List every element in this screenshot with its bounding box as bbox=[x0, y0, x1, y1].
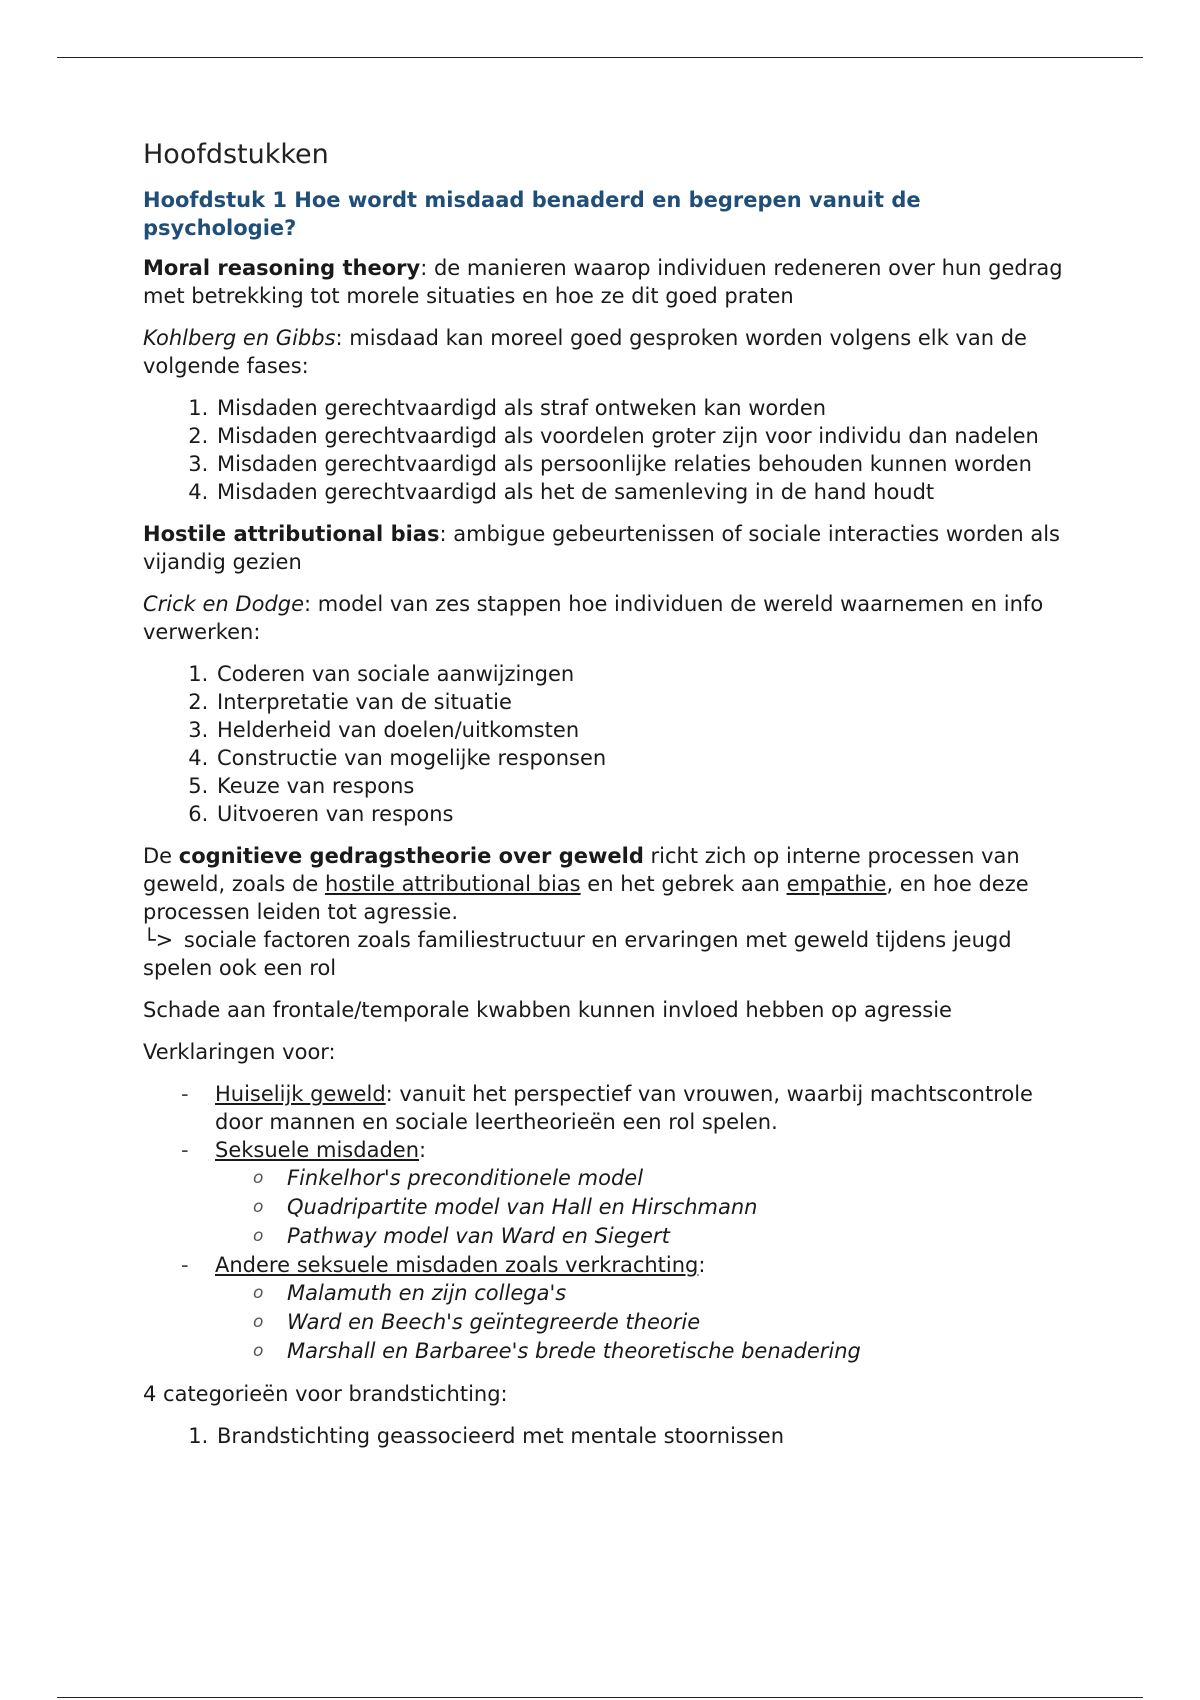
cognitive-mid2: en het gebrek aan bbox=[580, 872, 787, 896]
kohlberg-stages-list bbox=[143, 394, 1073, 506]
verklaringen-list bbox=[143, 1080, 1073, 1366]
corner-arrow-icon: └> bbox=[143, 928, 174, 952]
kohlberg-paragraph bbox=[143, 324, 1073, 380]
huiselijk-label: Huiselijk geweld bbox=[215, 1082, 386, 1106]
cognitive-mid1: richt zich op interne processen van geweld, zoals de bbox=[143, 844, 1020, 896]
kohlberg-author: Kohlberg en Gibbs bbox=[143, 326, 336, 350]
crick-text: : model van zes stappen hoe individuen de wereld waarnemen en info verwerken: bbox=[143, 592, 1044, 644]
cognitive-note: sociale factoren zoals familiestructuur en ervaringen met geweld tijdens jeugd spelen ook een rol bbox=[143, 928, 1012, 980]
list-item: o Malamuth en zijn collega's bbox=[287, 1279, 1073, 1308]
huiselijk-text: : vanuit het perspectief van vrouwen, waarbij machtscontrole door mannen en sociale leertheorieën een rol spelen. bbox=[215, 1082, 1033, 1134]
bottom-rule bbox=[57, 1697, 1143, 1698]
hostile-bias-text: : ambigue gebeurtenissen of sociale interacties worden als vijandig gezien bbox=[143, 522, 1060, 574]
list-item: 4. Misdaden gerechtvaardigd als het de samenleving in de hand houdt bbox=[215, 478, 1073, 506]
andere-sublist bbox=[215, 1279, 1073, 1366]
moral-reasoning-term: Moral reasoning theory bbox=[143, 256, 421, 280]
list-item: 3. Misdaden gerechtvaardigd als persoonlijke relaties behouden kunnen worden bbox=[215, 450, 1073, 478]
moral-reasoning-text: : de manieren waarop individuen redeneren over hun gedrag met betrekking tot morele situaties en hoe ze dit goed praten bbox=[143, 256, 1063, 308]
hostile-bias-term: Hostile attributional bias bbox=[143, 522, 440, 546]
list-item: 1. Brandstichting geassocieerd met mentale stoornissen bbox=[215, 1422, 1073, 1450]
list-item: 1. Coderen van sociale aanwijzingen bbox=[215, 660, 1073, 688]
seksuele-label: Seksuele misdaden bbox=[215, 1138, 420, 1162]
list-item bbox=[215, 1080, 1073, 1136]
cognitive-theory-paragraph bbox=[143, 842, 1073, 982]
seksuele-sublist bbox=[215, 1164, 1073, 1251]
verklaringen-intro: Verklaringen voor: bbox=[143, 1040, 336, 1064]
list-item bbox=[215, 1251, 1073, 1366]
crick-paragraph bbox=[143, 590, 1073, 646]
document-title: Hoofdstukken bbox=[143, 139, 329, 170]
list-item: 1. Misdaden gerechtvaardigd als straf ontweken kan worden bbox=[215, 394, 1073, 422]
document-body bbox=[143, 138, 1073, 1464]
crick-author: Crick en Dodge bbox=[143, 592, 305, 616]
list-item: o Quadripartite model van Hall en Hirschmann bbox=[287, 1193, 1073, 1222]
list-item: 4. Constructie van mogelijke responsen bbox=[215, 744, 1073, 772]
empathie-ref: empathie bbox=[786, 872, 887, 896]
top-rule bbox=[57, 57, 1143, 58]
list-item: 3. Helderheid van doelen/uitkomsten bbox=[215, 716, 1073, 744]
moral-reasoning-paragraph bbox=[143, 254, 1073, 310]
brand-categories-list bbox=[143, 1422, 1073, 1450]
hostile-bias-ref: hostile attributional bias bbox=[324, 872, 581, 896]
list-item bbox=[215, 1136, 1073, 1251]
list-item: o Ward en Beech's geïntegreerde theorie bbox=[287, 1308, 1073, 1337]
brand-intro: 4 categorieën voor brandstichting: bbox=[143, 1382, 508, 1406]
cognitive-pre: De bbox=[143, 844, 179, 868]
cognitive-post: , en hoe deze processen leiden tot agressie. bbox=[143, 872, 1029, 924]
list-item: 6. Uitvoeren van respons bbox=[215, 800, 1073, 828]
seksuele-suffix: : bbox=[419, 1138, 427, 1162]
schade-paragraph: Schade aan frontale/temporale kwabben kunnen invloed hebben op agressie bbox=[143, 998, 952, 1022]
cognitive-term: cognitieve gedragstheorie over geweld bbox=[178, 844, 644, 868]
list-item: 2. Interpretatie van de situatie bbox=[215, 688, 1073, 716]
list-item: 2. Misdaden gerechtvaardigd als voordelen groter zijn voor individu dan nadelen bbox=[215, 422, 1073, 450]
list-item: o Finkelhor's preconditionele model bbox=[287, 1164, 1073, 1193]
kohlberg-text: : misdaad kan moreel goed gesproken worden volgens elk van de volgende fases: bbox=[143, 326, 1027, 378]
hostile-bias-paragraph bbox=[143, 520, 1073, 576]
list-item: o Marshall en Barbaree's brede theoretische benadering bbox=[287, 1337, 1073, 1366]
andere-suffix: : bbox=[698, 1253, 706, 1277]
list-item: o Pathway model van Ward en Siegert bbox=[287, 1222, 1073, 1251]
andere-label: Andere seksuele misdaden zoals verkrachting bbox=[215, 1253, 699, 1277]
crick-steps-list bbox=[143, 660, 1073, 828]
list-item: 5. Keuze van respons bbox=[215, 772, 1073, 800]
chapter-heading: Hoofdstuk 1 Hoe wordt misdaad benaderd en begrepen vanuit de psychologie? bbox=[143, 188, 921, 240]
